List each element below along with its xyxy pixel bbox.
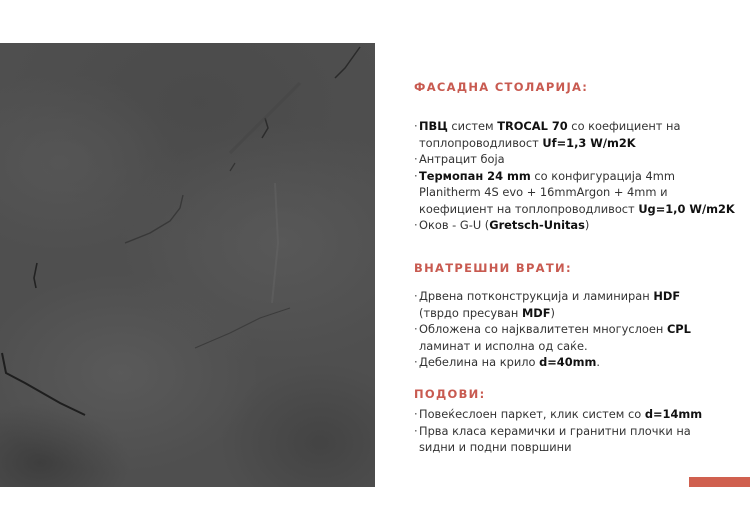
bullet-icon: ·: [414, 218, 418, 232]
bullet-icon: ·: [414, 168, 418, 183]
stone-texture-image: [0, 43, 375, 487]
spec-list-floors: [414, 406, 702, 456]
spec-value: Ug=1,0 W/m2K: [638, 201, 735, 216]
section-heading-facade-joinery: ФАСАДНА СТОЛАРИЈА:: [414, 80, 589, 94]
section-heading-floors: ПОДОВИ:: [414, 387, 486, 401]
spec-list-facade-joinery: [414, 118, 735, 234]
bullet-icon: ·: [414, 152, 418, 166]
bullet-icon: ·: [414, 322, 418, 336]
spec-value: MDF: [521, 305, 551, 320]
list-item: [414, 201, 735, 218]
spec-text: Антрацит боја: [419, 152, 505, 166]
spec-text: систем: [447, 119, 498, 133]
spec-text: Обложена со најквалитетен многуслоен: [419, 322, 667, 336]
stone-cracks-icon: [0, 43, 375, 487]
spec-text: Повеќеслоен паркет, клик систем со: [419, 407, 645, 421]
spec-value: Uf=1,3 W/m2K: [542, 135, 636, 150]
list-item: [414, 305, 691, 322]
list-item: [414, 184, 735, 201]
spec-value: Термопан 24 mm: [419, 168, 531, 183]
accent-bar: [689, 477, 750, 487]
section-heading-interior-doors: ВНАТРЕШНИ ВРАТИ:: [414, 261, 572, 275]
list-item: [414, 439, 702, 456]
spec-value: CPL: [666, 322, 691, 336]
spec-text: ѕидни и подни површини: [419, 440, 572, 454]
spec-text: Оков - G-U (: [419, 218, 490, 232]
list-item: [414, 217, 735, 234]
list-item: [414, 135, 735, 152]
spec-text: Planitherm 4S evo + 16mmArgon + 4mm и: [419, 185, 668, 199]
list-item: [414, 151, 735, 168]
list-item: [414, 288, 691, 305]
spec-text: ): [584, 218, 590, 232]
spec-value: Gretsch-Unitas: [489, 218, 585, 232]
spec-list-interior-doors: [414, 288, 691, 371]
bullet-icon: ·: [414, 423, 418, 438]
spec-value: HDF: [653, 289, 681, 303]
list-item: [414, 168, 735, 185]
spec-text: Прва класа керамички и гранитни плочки на: [419, 423, 691, 438]
spec-text: Дебелина на крило: [419, 355, 540, 369]
list-item: [414, 406, 702, 423]
spec-text: .: [596, 355, 601, 369]
bullet-icon: ·: [414, 407, 418, 421]
spec-text: топлопроводливост: [419, 135, 543, 150]
spec-value: TROCAL 70: [497, 119, 568, 133]
spec-text: ): [550, 305, 555, 320]
spec-value: d=14mm: [644, 407, 703, 421]
list-item: [414, 338, 691, 355]
list-item: [414, 118, 735, 135]
spec-value: ПВЦ: [419, 119, 448, 133]
spec-text: коефициент на топлопроводливост: [419, 201, 639, 216]
spec-text: (тврдо пресуван: [419, 305, 522, 320]
bullet-icon: ·: [414, 289, 418, 303]
spec-text: ламинат и исполна од саќе.: [419, 338, 588, 353]
bullet-icon: ·: [414, 119, 418, 133]
spec-text: Дрвена потконструкција и ламиниран: [419, 289, 654, 303]
list-item: [414, 423, 702, 440]
spec-text: со конфигурација 4mm: [530, 168, 675, 183]
spec-text: со коефициент на: [567, 119, 681, 133]
list-item: [414, 321, 691, 338]
list-item: [414, 354, 691, 371]
spec-value: d=40mm: [539, 355, 597, 369]
bullet-icon: ·: [414, 355, 418, 369]
